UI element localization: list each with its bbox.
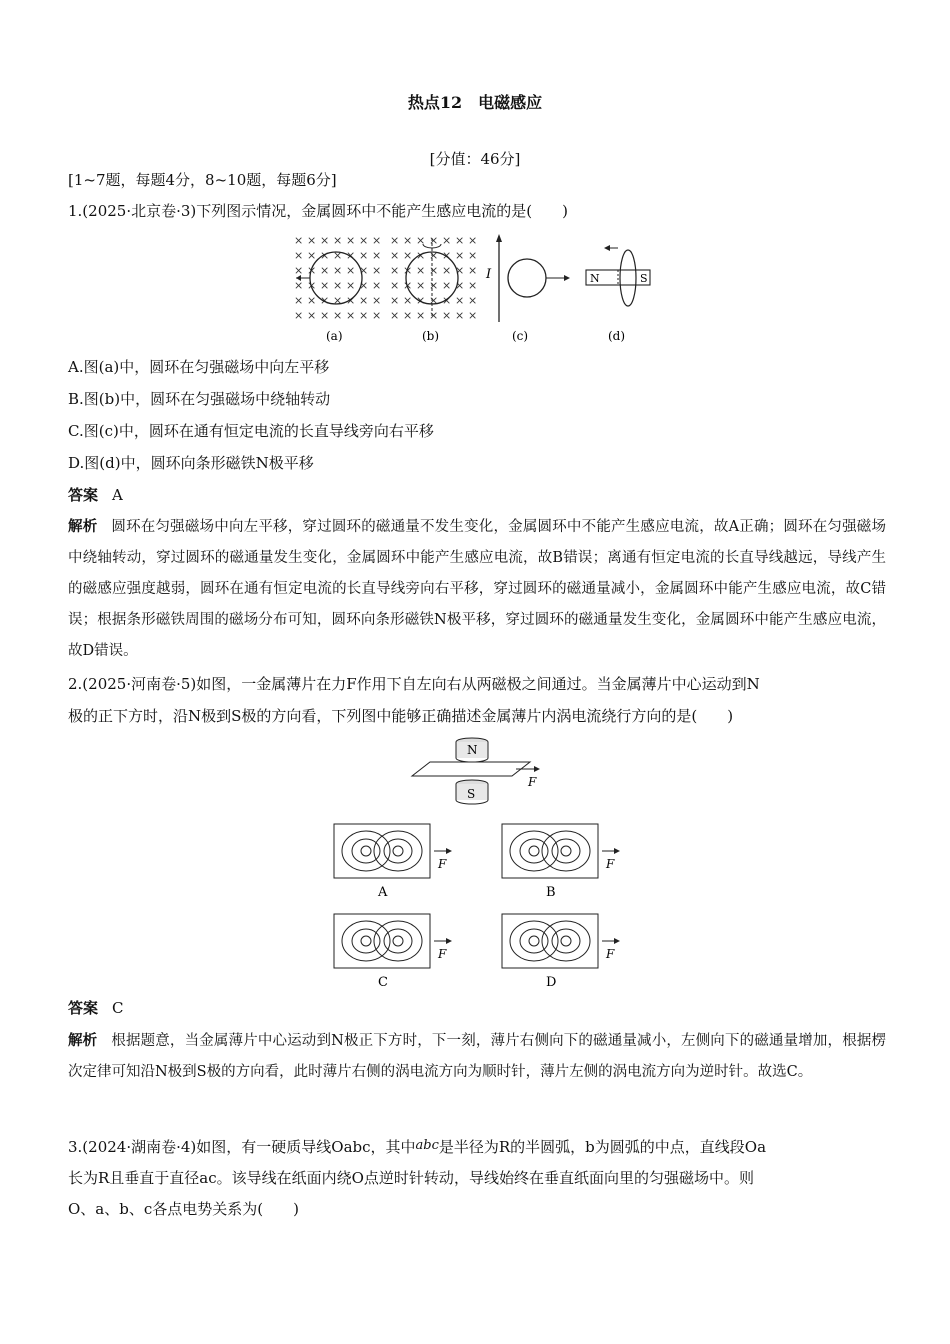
q1-option-c: C.图(c)中，圆环在通有恒定电流的长直导线旁向右平移	[68, 422, 434, 440]
field-x-mark: ×	[359, 309, 369, 322]
field-x-mark: ×	[346, 249, 356, 262]
field-x-mark: ×	[294, 309, 304, 322]
q2-stem-line2: 极的正下方时，沿N极到S极的方向看，下列图中能够正确描述金属薄片内涡电流绕行方向的是( )	[68, 707, 734, 725]
q3-arc-label: abc	[415, 1138, 439, 1153]
field-x-mark: ×	[403, 264, 413, 277]
q2-option-box	[334, 914, 452, 968]
field-x-mark: ×	[372, 294, 382, 307]
field-x-mark: ×	[372, 279, 382, 292]
field-x-mark: ×	[442, 279, 452, 292]
field-x-mark: ×	[307, 294, 317, 307]
field-x-mark: ×	[429, 309, 439, 322]
field-x-mark: ×	[372, 234, 382, 247]
field-x-mark: ×	[403, 279, 413, 292]
field-x-mark: ×	[403, 294, 413, 307]
q1-fig-c-ring	[508, 259, 546, 297]
q1-fig-d-s: S	[640, 272, 648, 285]
q2-option-label: D	[546, 975, 557, 990]
field-x-mark: ×	[468, 279, 478, 292]
field-x-mark: ×	[346, 234, 356, 247]
field-x-mark: ×	[359, 249, 369, 262]
field-x-mark: ×	[390, 249, 400, 262]
field-x-mark: ×	[442, 309, 452, 322]
field-x-mark: ×	[442, 234, 452, 247]
q3-stem-line1	[68, 1137, 886, 1159]
field-x-mark: ×	[320, 279, 330, 292]
field-x-mark: ×	[455, 234, 465, 247]
field-x-mark: ×	[468, 309, 478, 322]
q1-option-d: D.图(d)中，圆环向条形磁铁N极平移	[68, 454, 314, 472]
field-x-mark: ×	[403, 234, 413, 247]
field-x-mark: ×	[346, 279, 356, 292]
field-x-mark: ×	[320, 264, 330, 277]
field-x-mark: ×	[390, 234, 400, 247]
q2-force-label: F	[528, 775, 537, 789]
field-x-mark: ×	[416, 234, 426, 247]
field-x-mark: ×	[403, 249, 413, 262]
q1-figure	[290, 230, 660, 348]
field-x-mark: ×	[442, 264, 452, 277]
q2-option-force-label: F	[606, 857, 615, 871]
q2-option-box	[502, 824, 620, 878]
field-x-mark: ×	[468, 249, 478, 262]
field-x-mark: ×	[416, 309, 426, 322]
field-x-mark: ×	[429, 264, 439, 277]
field-x-mark: ×	[346, 309, 356, 322]
field-x-mark: ×	[320, 234, 330, 247]
field-x-mark: ×	[429, 294, 439, 307]
field-x-mark: ×	[359, 234, 369, 247]
field-x-mark: ×	[333, 309, 343, 322]
q1-fig-b-field	[390, 234, 477, 322]
field-x-mark: ×	[442, 294, 452, 307]
field-x-mark: ×	[359, 264, 369, 277]
field-x-mark: ×	[468, 234, 478, 247]
q1-fig-d-arrow	[604, 245, 610, 251]
field-x-mark: ×	[403, 309, 413, 322]
field-x-mark: ×	[294, 294, 304, 307]
q2-magnet-n: N	[467, 743, 478, 757]
field-x-mark: ×	[455, 264, 465, 277]
q2-analysis-label: 解析	[68, 1032, 98, 1049]
q1-analysis-text: 圆环在匀强磁场中向左平移，穿过圆环的磁通量不发生变化，金属圆环中不能产生感应电流，故A正确；圆环在匀强磁场中绕轴转动，穿过圆环的磁通量发生变化，金属圆环中能产生感应电流，故B错误；离通有恒定电流的长直导线越远，导线产生的磁感应强度越弱，圆环在通有恒定电流的长直导线旁向右平移，穿过圆环的磁通量减小，金属圆环中能产生感应电流，故C错误；根据条形磁铁周围的磁场分布可知，圆环向条形磁铁N极平移，穿过圆环的磁通量发生变化，金属圆环中能产生感应电流，故D错误。	[68, 519, 886, 659]
q2-magnet-s: S	[467, 787, 476, 801]
field-x-mark: ×	[320, 309, 330, 322]
field-x-mark: ×	[320, 249, 330, 262]
field-x-mark: ×	[359, 294, 369, 307]
field-x-mark: ×	[390, 294, 400, 307]
q1-option-b: B.图(b)中，圆环在匀强磁场中绕轴转动	[68, 390, 331, 408]
q2-option-box	[334, 824, 452, 878]
q2-option-force-label: F	[438, 857, 447, 871]
field-x-mark: ×	[294, 249, 304, 262]
field-x-mark: ×	[455, 249, 465, 262]
field-x-mark: ×	[333, 264, 343, 277]
field-x-mark: ×	[307, 279, 317, 292]
field-x-mark: ×	[372, 249, 382, 262]
field-x-mark: ×	[320, 294, 330, 307]
field-x-mark: ×	[333, 234, 343, 247]
q1-stem: 1.(2025·北京卷·3)下列图示情况，金属圆环中不能产生感应电流的是( )	[68, 202, 568, 220]
field-x-mark: ×	[307, 249, 317, 262]
score-note: [分值：46分]	[429, 150, 521, 168]
q2-option-force-label: F	[438, 947, 447, 961]
q2-option-label: B	[546, 885, 556, 900]
field-x-mark: ×	[442, 249, 452, 262]
field-x-mark: ×	[372, 264, 382, 277]
q1-fig-d-ring	[620, 250, 636, 306]
field-x-mark: ×	[346, 294, 356, 307]
field-x-mark: ×	[359, 279, 369, 292]
q1-fig-label-d: (d)	[608, 329, 626, 343]
q1-answer-value: A	[112, 486, 123, 504]
q1-fig-label-a: (a)	[326, 329, 343, 343]
q3-stem-part2: 是半径为R的半圆弧，b为圆弧的中点，直线段Oa	[438, 1138, 767, 1156]
field-x-mark: ×	[468, 264, 478, 277]
q1-analysis-label: 解析	[68, 518, 98, 535]
field-x-mark: ×	[307, 234, 317, 247]
q1-fig-label-b: (b)	[422, 329, 440, 343]
q3-stem-line2: 长为R且垂直于直径ac。该导线在纸面内绕O点逆时针转动，导线始终在垂直纸面向里的匀强磁场中。则	[68, 1169, 754, 1187]
q2-metal-sheet	[412, 762, 530, 776]
field-x-mark: ×	[333, 279, 343, 292]
field-x-mark: ×	[416, 294, 426, 307]
q2-analysis	[68, 1025, 886, 1088]
field-x-mark: ×	[390, 279, 400, 292]
field-x-mark: ×	[307, 309, 317, 322]
q2-options-figure	[330, 820, 620, 990]
field-x-mark: ×	[294, 279, 304, 292]
q2-analysis-text: 根据题意，当金属薄片中心运动到N极正下方时，下一刻，薄片右侧向下的磁通量减小，左侧向下的磁通量增加，根据楞次定律可知沿N极到S极的方向看，此时薄片右侧的涡电流方向为顺时针，薄片左侧的涡电流方向为逆时针。故选C。	[68, 1033, 886, 1080]
field-x-mark: ×	[294, 264, 304, 277]
q1-answer	[68, 485, 886, 505]
question-range-note: [1~7题，每题4分，8~10题，每题6分]	[68, 171, 337, 189]
field-x-mark: ×	[429, 249, 439, 262]
field-x-mark: ×	[390, 264, 400, 277]
q2-option-label: C	[378, 975, 388, 990]
field-x-mark: ×	[333, 249, 343, 262]
field-x-mark: ×	[333, 294, 343, 307]
field-x-mark: ×	[346, 264, 356, 277]
q2-option-box	[502, 914, 620, 968]
q2-answer-value: C	[112, 999, 124, 1017]
field-x-mark: ×	[416, 279, 426, 292]
q1-answer-label: 答案	[68, 486, 99, 504]
page-title: 热点12 电磁感应	[407, 93, 543, 112]
q3-stem-part1: 3.(2024·湖南卷·4)如图，有一硬质导线Oabc，其中	[68, 1138, 416, 1156]
q2-option-label: A	[378, 885, 388, 900]
q2-answer	[68, 998, 886, 1018]
field-x-mark: ×	[455, 294, 465, 307]
field-x-mark: ×	[307, 264, 317, 277]
field-x-mark: ×	[416, 264, 426, 277]
field-x-mark: ×	[455, 279, 465, 292]
field-x-mark: ×	[372, 309, 382, 322]
field-x-mark: ×	[390, 309, 400, 322]
q2-magnet-figure	[400, 736, 560, 808]
q1-fig-c-arrow	[564, 275, 570, 281]
field-x-mark: ×	[429, 234, 439, 247]
q2-stem-line1: 2.(2025·河南卷·5)如图，一金属薄片在力F作用下自左向右从两磁极之间通过。当金属薄片中心运动到N	[68, 675, 760, 693]
q1-fig-c-current: I	[486, 267, 492, 282]
field-x-mark: ×	[468, 294, 478, 307]
field-x-mark: ×	[429, 279, 439, 292]
field-x-mark: ×	[416, 249, 426, 262]
q2-option-force-label: F	[606, 947, 615, 961]
q1-option-a: A.图(a)中，圆环在匀强磁场中向左平移	[68, 358, 330, 376]
field-x-mark: ×	[294, 234, 304, 247]
field-x-mark: ×	[455, 309, 465, 322]
q1-analysis	[68, 511, 886, 667]
q1-fig-label-c: (c)	[512, 329, 529, 343]
q2-answer-label: 答案	[68, 999, 99, 1017]
q1-fig-d-n: N	[590, 272, 600, 285]
q3-stem-line3: O、a、b、c各点电势关系为( )	[68, 1200, 299, 1218]
